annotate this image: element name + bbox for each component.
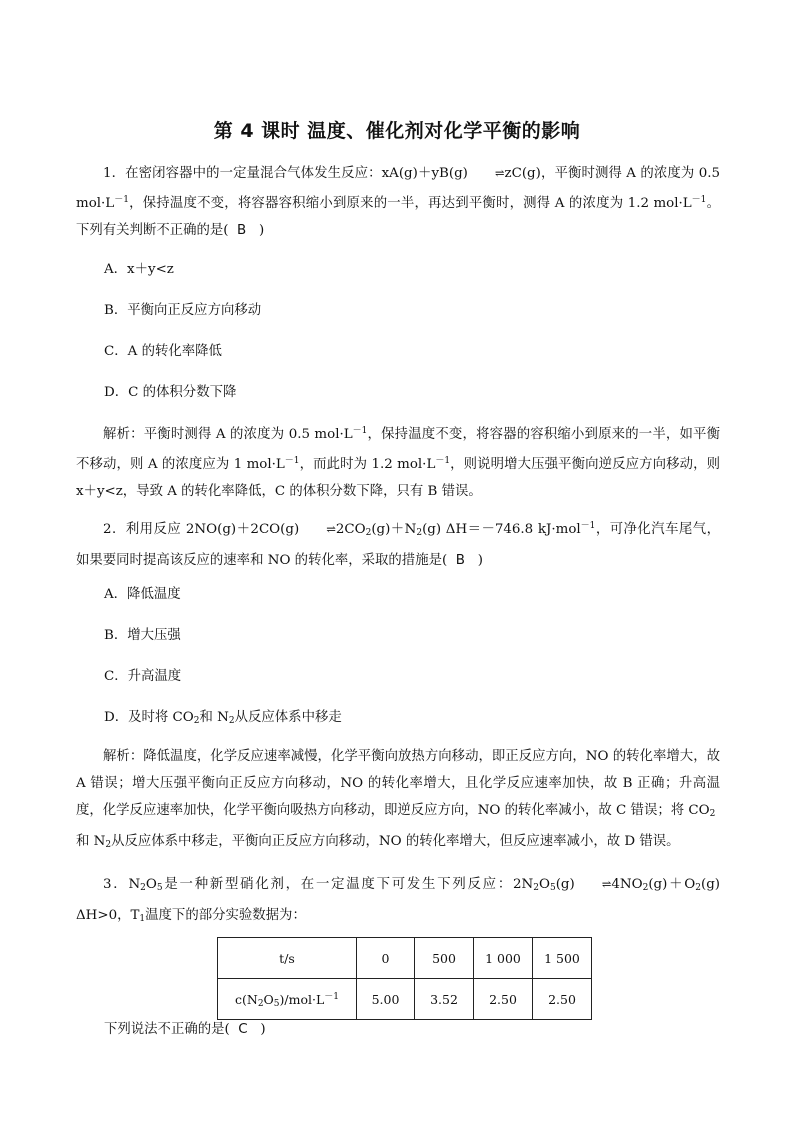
reversible-arrow-icon: ⇌ [601,877,612,891]
q1-analysis: 解析：平衡时测得 A 的浓度为 0.5 $mol\cdot L^{-1}$，保持温度不变，将容器的容积缩小到原来的一半，如平衡不移动，则 A 的浓度应为 1 $mol\cdot L^{-1}$，而此时为 1.2 $mol\cdot L^{-1}$，则说明增大压强平衡向逆反应方向移动，则 x＋y<z，导致 A 的转化率降低，C 的体积分数下降，只有 B 错误。 [76,426,721,499]
table-cell: $c(N_2O_5)/mol\cdot L^{-1}$ [218,979,357,1020]
reversible-arrow-icon: ⇌ [326,522,336,536]
table-row [218,938,592,979]
experiment-data-table [217,937,592,1020]
q2-option-c: C．升高温度 [104,669,182,684]
q2-analysis: 解析：降低温度，化学反应速率减慢，化学平衡向放热方向移动，即正反应方向，NO 的转化率增大，故 A 错误；增大压强平衡向正反应方向移动，NO 的转化率增大，且化学反应速率加快，故 B 正确；升高温度，化学反应速率加快，化学平衡向吸热方向移动，即逆反应方向，NO 的转化率减小，故 C 错误；将 $CO_2$ 和 $N_2$从反应体系中移走，平衡向正反应方向移动，NO 的转化率增大，但反应速率减小，故 D 错误。 [76,749,720,850]
question-3-stem: 3．$N_2O_5$是一种新型硝化剂，在一定温度下可发生下列反应：$2N_2O_5(g)$ $\rightleftharpoons 4NO_2(g)+O_2(g)$ ΔH>0，$T_1$温度下的部分实验数据为： [76,871,720,933]
table-cell: 1 500 [533,938,592,979]
table-cell: 2.50 [533,979,592,1020]
answer-2: B [455,553,465,568]
q1-option-b: B．平衡向正反应方向移动 [104,303,262,318]
q2-option-b: B．增大压强 [104,628,181,643]
page-title: 第 4 课时 温度、催化剂对化学平衡的影响 [213,120,581,142]
question-1-stem: 1．在密闭容器中的一定量混合气体发生反应：xA(g)＋yB(g) ⇌zC(g)，平衡时测得 A 的浓度为 0.5 $mol\cdot L^{-1}$，保持温度不变，将容器容积缩小到原来的一半，再达到平衡时，测得 A 的浓度为 1.2 $mol\cdot L^{-1}$。下列有关判断不正确的是( B ) [76,160,720,244]
table-cell: t/s [218,938,357,979]
question-3-prompt: 下列说法不正确的是( C ) [104,1022,266,1037]
q1-option-a: A．x＋y<z [104,262,174,277]
q2-option-d: D．及时将 $CO_2$和 $N_2$从反应体系中移走 [104,710,342,726]
table-cell: 500 [415,938,474,979]
table-cell: 1 000 [474,938,533,979]
q1-option-c: C．A 的转化率降低 [104,344,222,359]
reversible-arrow-icon: ⇌ [494,166,505,180]
question-2-stem: 2．利用反应 2NO(g)＋2CO(g) $\rightleftharpoons 2CO_2(g)+N_2(g)$ ΔH＝－746.8 kJ·mol$^{-1}$，可净化汽车尾气，如果要同时提高该反应的速率和 NO 的转化率，采取的措施是( B ) [76,513,720,574]
q1-option-d: D．C 的体积分数下降 [104,385,237,400]
table-row [218,979,592,1020]
q2-option-a: A．降低温度 [104,587,181,602]
table-cell: 2.50 [474,979,533,1020]
table-cell: 3.52 [415,979,474,1020]
answer-3: C [238,1022,248,1037]
answer-1: B [237,223,247,238]
table-cell: 0 [357,938,415,979]
table-cell: 5.00 [357,979,415,1020]
